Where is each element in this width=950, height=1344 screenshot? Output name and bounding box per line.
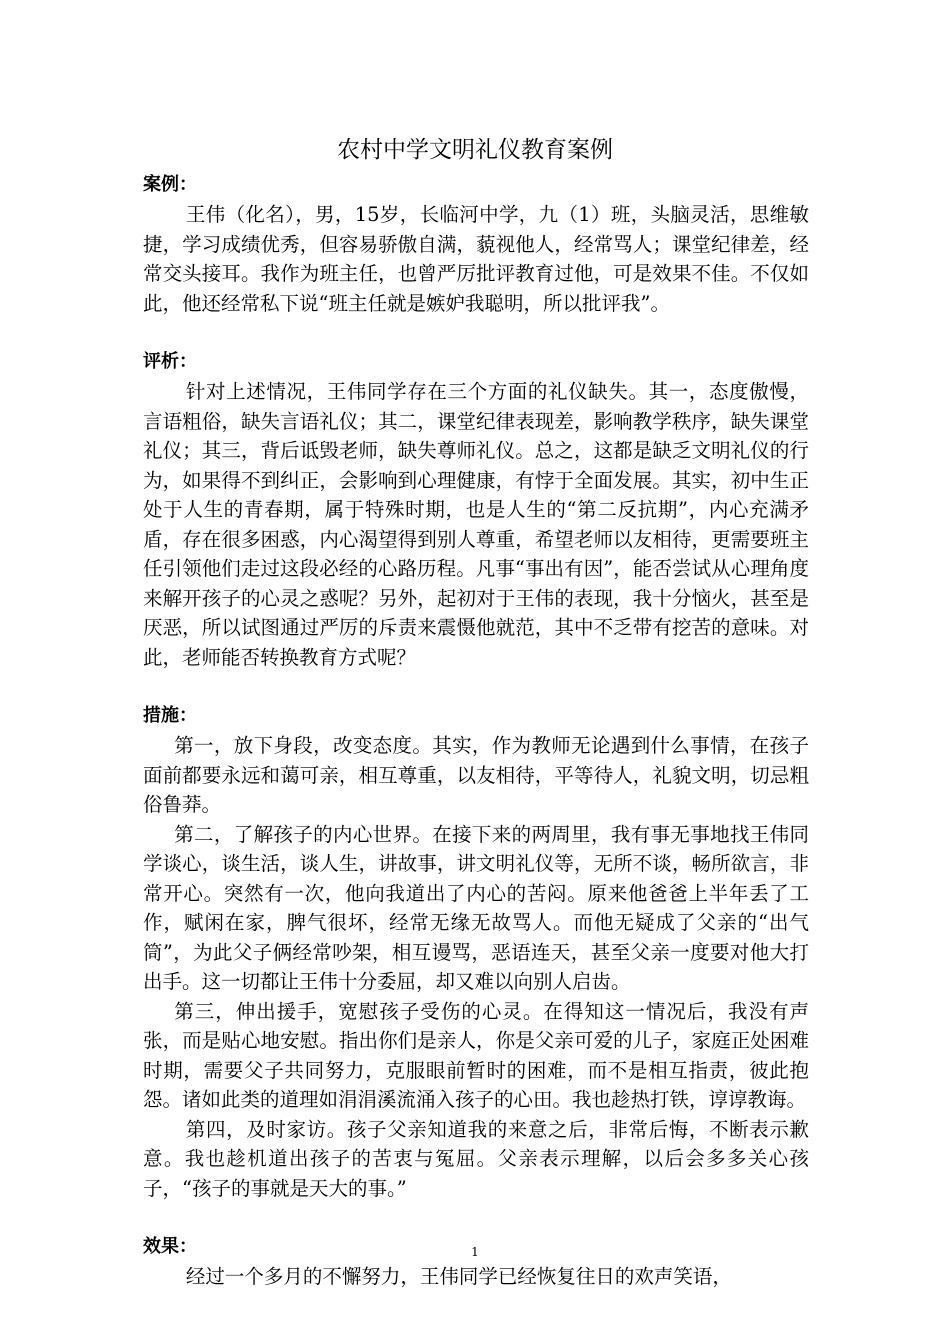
document-title: 农村中学文明礼仪教育案例 [337, 137, 613, 163]
measures-heading: 措施： [143, 705, 197, 726]
section-gap [143, 1203, 809, 1232]
case-heading: 案例： [143, 174, 197, 195]
analysis-heading: 评析： [143, 351, 197, 372]
effect-heading: 效果： [143, 1236, 197, 1257]
measure-paragraph-4: 第四，及时家访。孩子父亲知道我的来意之后，非常后悔，不断表示歉意。我也趁机道出孩子的苦衷与冤屈。父亲表示理解，以后会多多关心孩子，“孩子的事就是天大的事。” [143, 1117, 809, 1200]
section-gap [143, 318, 809, 347]
document-body [143, 170, 809, 1292]
analysis-paragraph: 针对上述情况，王伟同学存在三个方面的礼仪缺失。其一，态度傲慢，言语粗俗，缺失言语礼仪；其二，课堂纪律表现差，影响教学秩序，缺失课堂礼仪；其三，背后诋毁老师，缺失尊师礼仪。总之，这都是缺乏文明礼仪的行为，如果得不到纠正，会影响到心理健康，有悖于全面发展。其实，初中生正处于人生的青春期，属于特殊时期，也是人生的“第二反抗期”，内心充满矛盾，存在很多困惑，内心渴望得到别人尊重，希望老师以友相待，更需要班主任引领他们走过这段必经的心路历程。凡事“事出有因”，能否尝试从心理角度来解开孩子的心灵之惑呢？另外，起初对于王伟的表现，我十分恼火，甚至是厌恶，所以试图通过严厉的斥责来震慑他就范，其中不乏带有挖苦的意味。对此，老师能否转换教育方式呢？ [143, 380, 809, 669]
measure-paragraph-3: 第三，伸出援手，宽慰孩子受伤的心灵。在得知这一情况后，我没有声张，而是贴心地安慰。指出你们是亲人，你是父亲可爱的儿子，家庭正处困难时期，需要父子共同努力，克服眼前暂时的困难，而不是相互指责，彼此抱怨。诸如此类的道理如涓涓溪流涌入孩子的心田。我也趁热打铁，谆谆教诲。 [143, 999, 809, 1111]
measure-paragraph-2: 第二，了解孩子的内心世界。在接下来的两周里，我有事无事地找王伟同学谈心，谈生活，谈人生，讲故事，讲文明礼仪等，无所不谈，畅所欲言，非常开心。突然有一次，他向我道出了内心的苦闷。原来他爸爸上半年丢了工作，赋闲在家，脾气很坏，经常无缘无故骂人。而他无疑成了父亲的“出气筒”，为此父子俩经常吵架，相互谩骂，恶语连天，甚至父亲一度要对他大打出手。这一切都让王伟十分委屈，却又难以向别人启齿。 [143, 822, 809, 993]
section-gap [143, 672, 809, 701]
page-number: 1 [471, 1245, 479, 1259]
effect-paragraph: 经过一个多月的不懈努力，王伟同学已经恢复往日的欢声笑语， [185, 1265, 732, 1288]
measure-paragraph-1: 第一，放下身段，改变态度。其实，作为教师无论遇到什么事情，在孩子面前都要永远和蔼可亲，相互尊重，以友相待，平等待人，礼貌文明，切忌粗俗鲁莽。 [143, 734, 809, 816]
case-paragraph: 王伟（化名），男，15岁，长临河中学，九（1）班，头脑灵活，思维敏捷，学习成绩优秀，但容易骄傲自满，藐视他人，经常骂人；课堂纪律差，经常交头接耳。我作为班主任，也曾严厉批评教育过他，可是效果不佳。不仅如此，他还经常私下说“班主任就是嫉妒我聪明，所以批评我”。 [143, 203, 809, 315]
